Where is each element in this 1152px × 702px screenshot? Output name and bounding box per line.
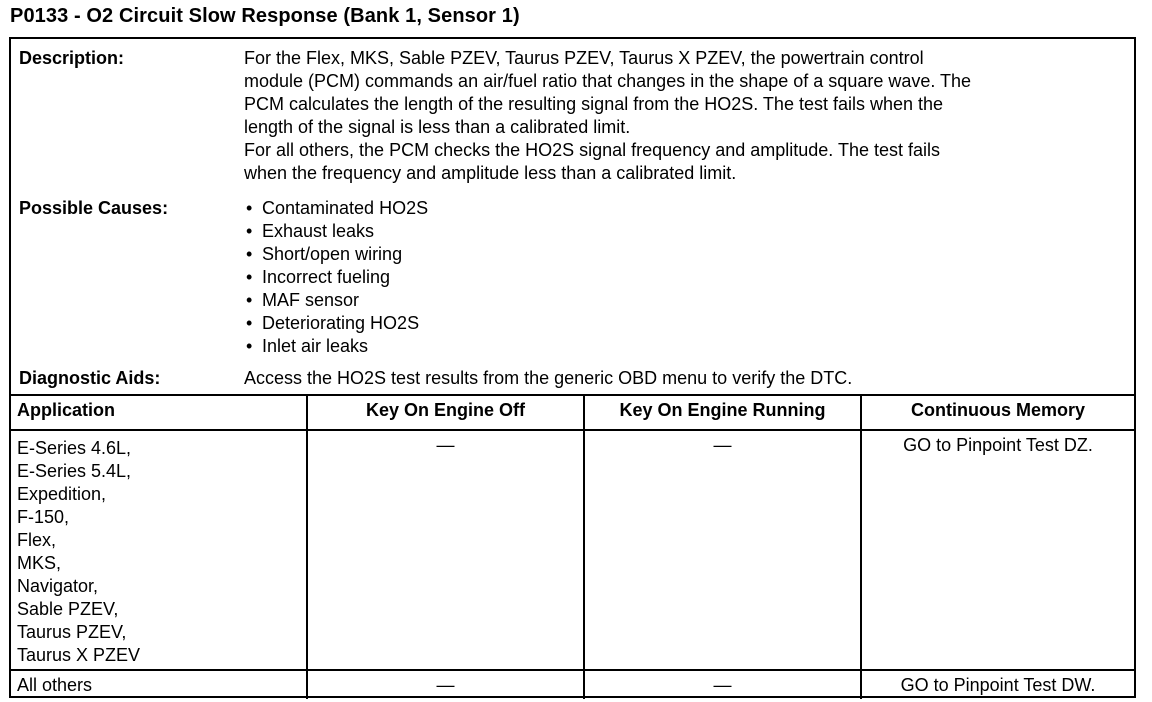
application-item: E-Series 4.6L, [17, 438, 132, 458]
description-line: PCM calculates the length of the resulting signal from the HO2S. The test fails when the [244, 94, 944, 114]
koer-cell: — [584, 430, 861, 670]
application-item: Flex, [17, 530, 57, 550]
application-cell [11, 430, 307, 670]
application-item: F-150, [17, 507, 70, 527]
page-title: P0133 - O2 Circuit Slow Response (Bank 1, Sensor 1) [10, 5, 520, 27]
cause-item: • Exhaust leaks [244, 220, 1124, 243]
column-header-application: Application [11, 395, 307, 430]
description-text [244, 47, 1124, 185]
description-line: when the frequency and amplitude less than a calibrated limit. [244, 163, 737, 183]
koeo-cell: — [307, 670, 584, 699]
column-header-koer: Key On Engine Running [584, 395, 861, 430]
koer-cell: — [584, 670, 861, 699]
description-line: length of the signal is less than a calibrated limit. [244, 117, 631, 137]
column-header-continuous-memory: Continuous Memory [861, 395, 1134, 430]
application-item: E-Series 5.4L, [17, 461, 132, 481]
application-cell: All others [11, 670, 307, 699]
possible-causes-label: Possible Causes: [19, 198, 169, 218]
application-item: Expedition, [17, 484, 107, 504]
application-item: Taurus PZEV, [17, 622, 127, 642]
cause-item: • Deteriorating HO2S [244, 312, 1124, 335]
koeo-cell: — [307, 430, 584, 670]
description-line: module (PCM) commands an air/fuel ratio that changes in the shape of a square wave. The [244, 71, 972, 91]
diagnostic-aids-text: Access the HO2S test results from the generic OBD menu to verify the DTC. [244, 368, 853, 388]
description-line: For all others, the PCM checks the HO2S signal frequency and amplitude. The test fails [244, 140, 941, 160]
possible-causes-list [244, 197, 1124, 358]
application-item: MKS, [17, 553, 62, 573]
diagnostic-aids-label: Diagnostic Aids: [19, 368, 161, 388]
continuous-memory-cell: GO to Pinpoint Test DZ. [861, 430, 1134, 670]
table-row [11, 430, 1134, 670]
column-header-koeo: Key On Engine Off [307, 395, 584, 430]
cause-item: • Contaminated HO2S [244, 197, 1124, 220]
description-label: Description: [19, 48, 125, 68]
test-table [11, 394, 1134, 699]
table-header-row [11, 395, 1134, 430]
application-item: Sable PZEV, [17, 599, 119, 619]
dtc-info-box [9, 37, 1136, 698]
application-item: Taurus X PZEV [17, 645, 141, 665]
cause-item: • Inlet air leaks [244, 335, 1124, 358]
cause-item: • Incorrect fueling [244, 266, 1124, 289]
cause-item: • MAF sensor [244, 289, 1124, 312]
application-item: Navigator, [17, 576, 99, 596]
table-row [11, 670, 1134, 699]
continuous-memory-cell: GO to Pinpoint Test DW. [861, 670, 1134, 699]
description-line: For the Flex, MKS, Sable PZEV, Taurus PZEV, Taurus X PZEV, the powertrain control [244, 48, 924, 68]
cause-item: • Short/open wiring [244, 243, 1124, 266]
